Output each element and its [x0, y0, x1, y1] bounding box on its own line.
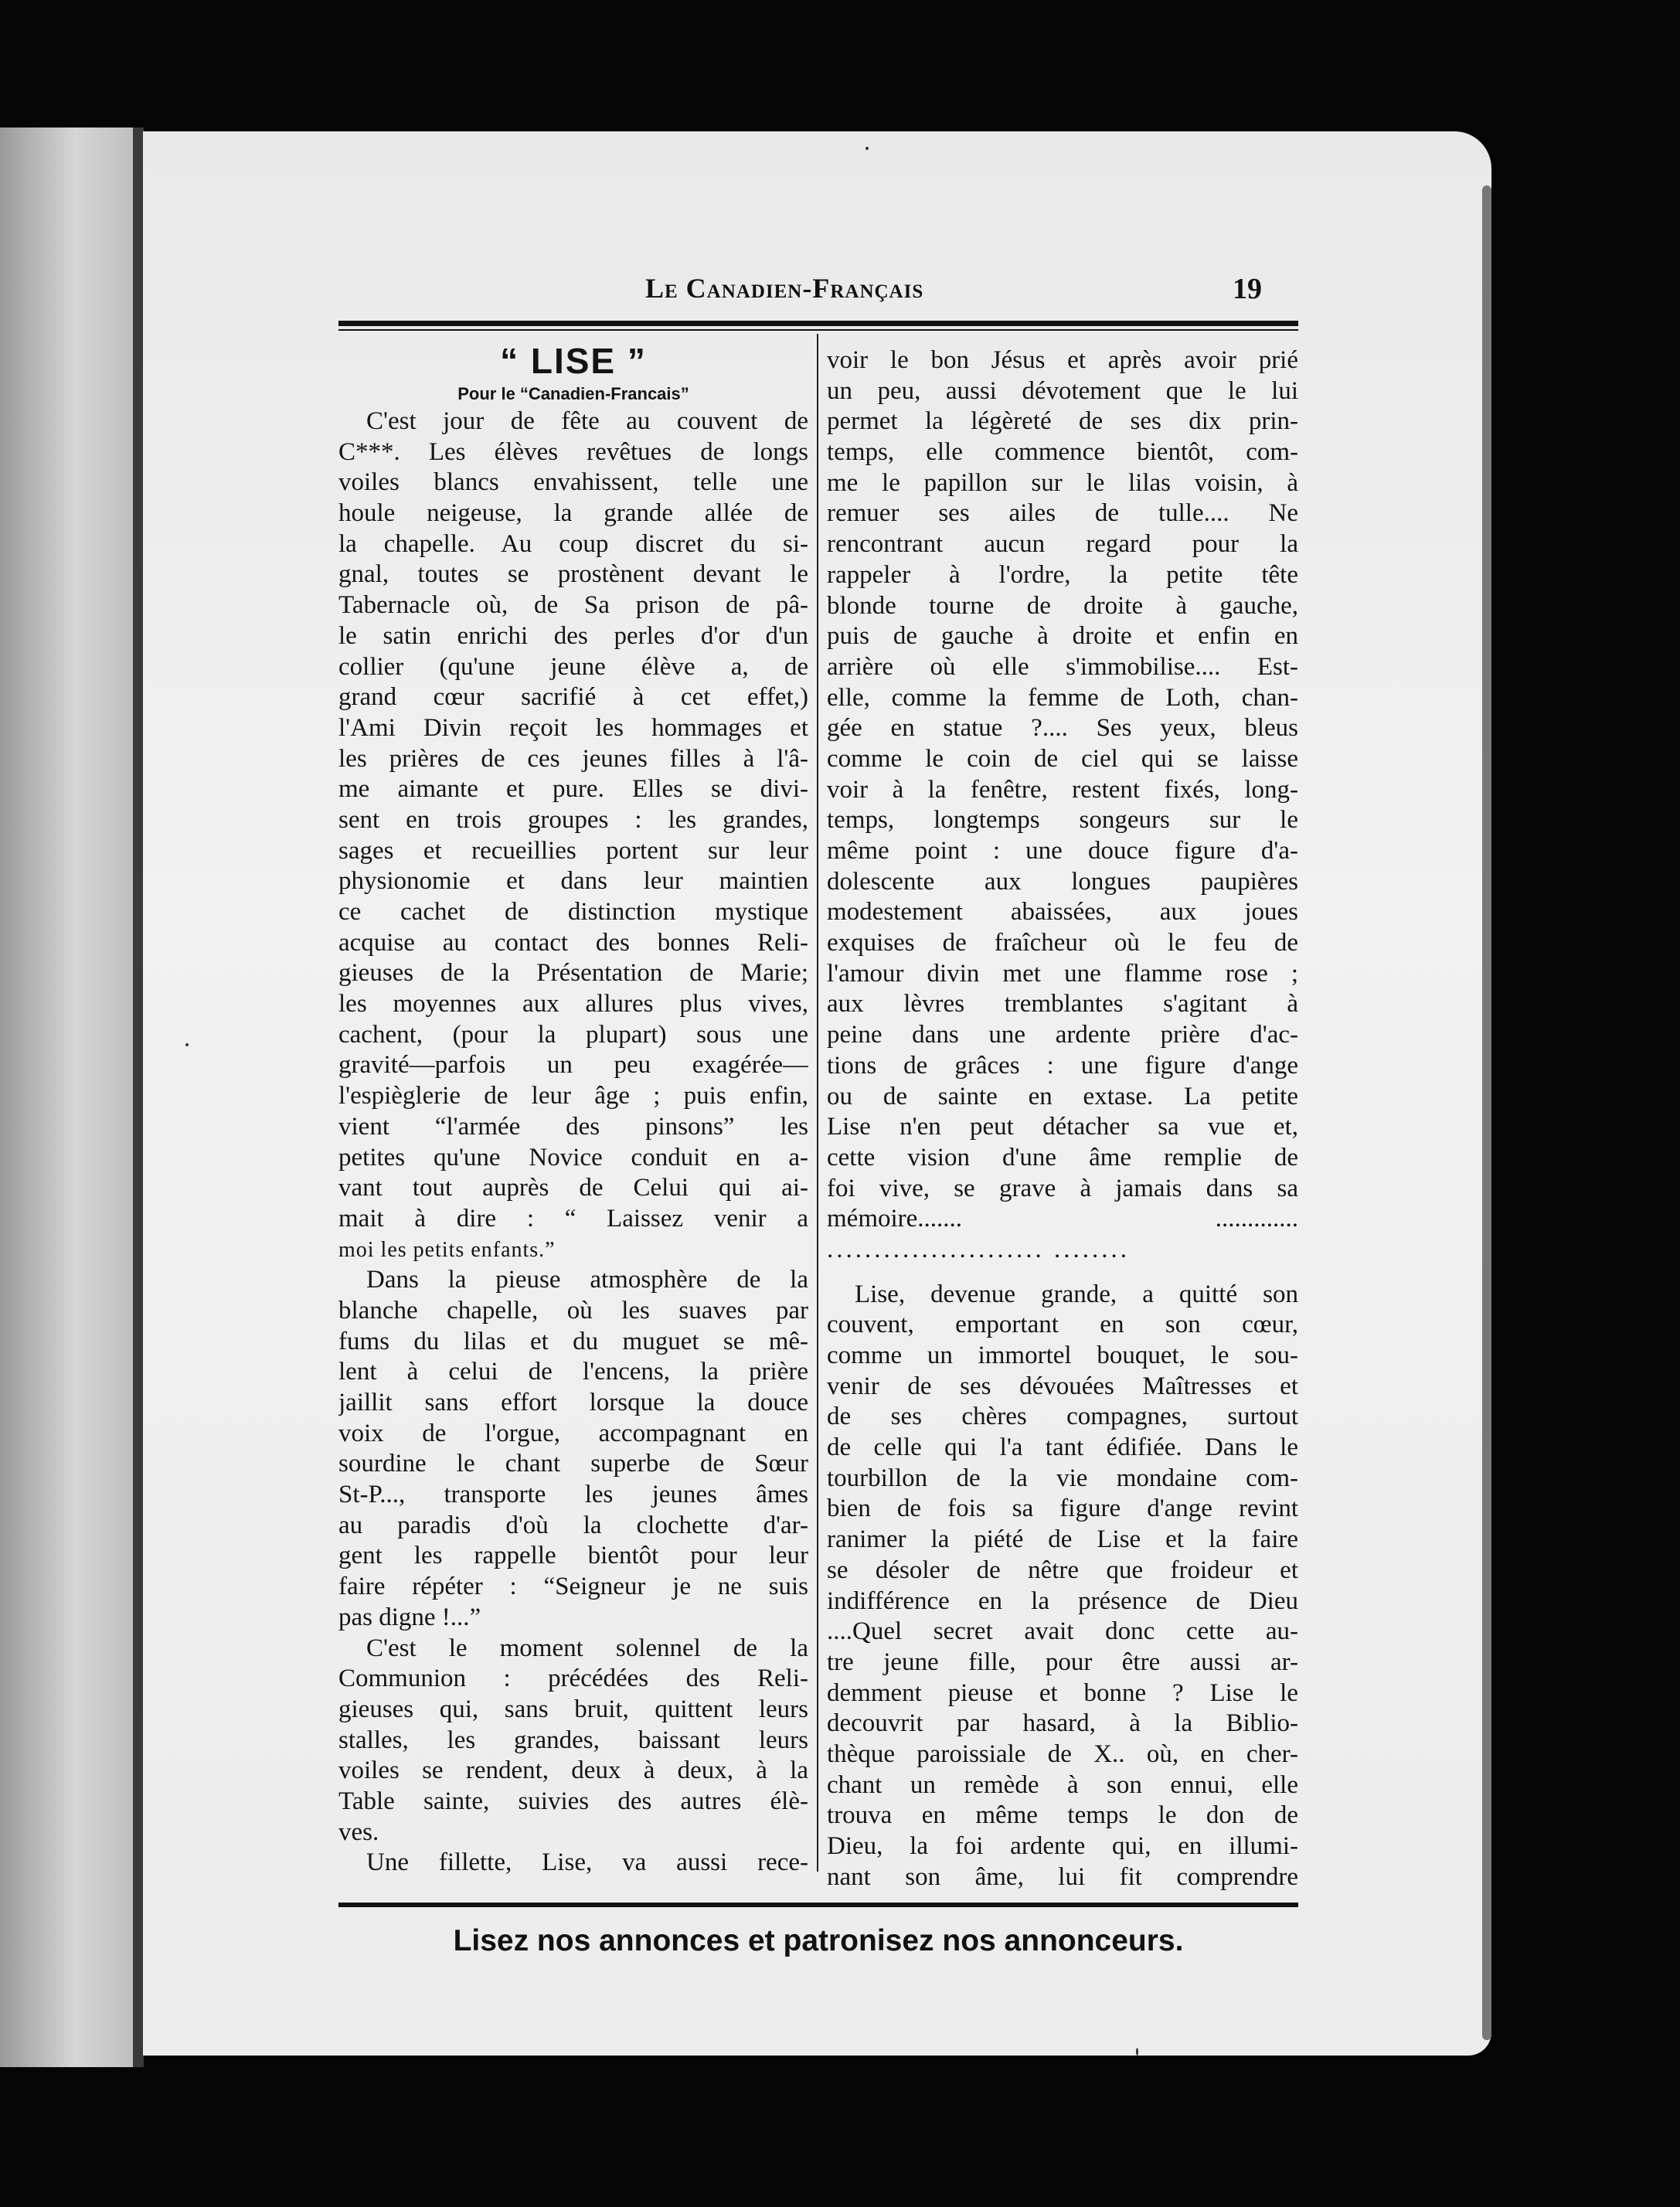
text-line: C'est jour de fête au couvent de [366, 407, 808, 435]
text-line: modestement abaissées, aux joues [827, 898, 1298, 927]
text-line: fums du lilas et du muguet se mê- [338, 1327, 808, 1355]
text-line: Dieu, la foi ardente qui, en illumi- [827, 1832, 1298, 1860]
text-line: ....................... ........ [827, 1235, 1130, 1263]
text-line: bien de fois sa figure d'ange revint [827, 1495, 1298, 1523]
page-right-edge-shadow [1482, 185, 1491, 2040]
text-line: le satin enrichi des perles d'or d'un [338, 621, 808, 650]
text-line: de celle qui l'a tant édifiée. Dans le [827, 1433, 1298, 1462]
text-line: tions de grâces : une figure d'ange [827, 1051, 1298, 1080]
text-line: sages et recueillies portent sur leur [338, 836, 808, 865]
text-line: blanche chapelle, où les suaves par [338, 1296, 808, 1325]
text-line: gieuses de la Présentation de Marie; [338, 959, 808, 988]
text-line: gent les rappelle bientôt pour leur [338, 1542, 808, 1570]
section-gap [827, 1266, 1298, 1280]
text-line: St-P..., transporte les jeunes âmes [338, 1481, 808, 1509]
text-line: trouva en même temps le don de [827, 1801, 1298, 1830]
text-line: l'espièglerie de leur âge ; puis enfin, [338, 1082, 808, 1110]
text-line: mémoire....... ............. [827, 1205, 1298, 1233]
facing-page-edge [0, 128, 138, 2067]
header-rule [338, 321, 1298, 326]
text-line: acquise au contact des bonnes Reli- [338, 928, 808, 957]
column-divider [817, 334, 818, 1872]
text-line: vant tout auprès de Celui qui ai- [338, 1174, 808, 1202]
text-line: permet la légèreté de ses dix prin- [827, 407, 1298, 436]
text-line: indifférence en la présence de Dieu [827, 1586, 1298, 1615]
text-line: Communion : précédées des Reli- [338, 1665, 808, 1693]
text-line: voir à la fenêtre, restent fixés, long- [827, 775, 1298, 804]
text-line: stalles, les grandes, baissant leurs [338, 1726, 808, 1754]
text-line: houle neigeuse, la grande allée de [338, 499, 808, 528]
text-line: les prières de ces jeunes filles à l'â- [338, 744, 808, 773]
footer-rule [338, 1903, 1298, 1907]
page-gutter [133, 128, 144, 2067]
text-line: voiles blancs envahissent, telle une [338, 468, 808, 497]
text-line: les moyennes aux allures plus vives, [338, 990, 808, 1018]
text-line: un peu, aussi dévotement que le lui [827, 376, 1298, 405]
dust-speck [866, 147, 869, 150]
text-line: l'amour divin met une flamme rose ; [827, 959, 1298, 988]
text-line: se désoler de nêtre que froideur et [827, 1556, 1298, 1584]
text-line: comme le coin de ciel qui se laisse [827, 744, 1298, 773]
text-line: la chapelle. Au coup discret du si- [338, 529, 808, 558]
text-line: me le papillon sur le lilas voisin, à [827, 468, 1298, 497]
text-line: puis de gauche à droite et enfin en [827, 622, 1298, 651]
text-line: faire répéter : “Seigneur je ne suis [338, 1573, 808, 1601]
text-line: gravité—parfois un peu exagérée— [338, 1051, 808, 1080]
text-line: jaillit sans effort lorsque la douce [338, 1389, 808, 1416]
text-line: ce cachet de distinction mystique [338, 898, 808, 926]
text-line: temps, elle commence bientôt, com- [827, 438, 1298, 467]
dust-speck [185, 1043, 189, 1046]
text-line: aux lèvres tremblantes s'agitant à [827, 990, 1298, 1018]
text-line: temps, longtemps songeurs sur le [827, 806, 1298, 835]
text-line: Dans la pieuse atmosphère de la [366, 1266, 808, 1294]
text-line: thèque paroissiale de X.. où, en cher- [827, 1739, 1298, 1768]
left-column-text [338, 406, 808, 1879]
text-line: peine dans une ardente prière d'ac- [827, 1021, 1298, 1049]
text-line: ves. [338, 1818, 379, 1846]
text-line: moi les petits enfants.” [338, 1237, 556, 1262]
text-line: collier (qu'une jeune élève a, de [338, 652, 808, 681]
text-line: au paradis d'où la clochette d'ar- [338, 1511, 808, 1539]
text-line: dolescente aux longues paupières [827, 867, 1298, 896]
text-line: grand cœur sacrifié à cet effet,) [338, 683, 808, 712]
text-line: petites qu'une Novice conduit en a- [338, 1143, 808, 1172]
text-line: vient “l'armée des pinsons” les [338, 1112, 808, 1141]
text-line: sourdine le chant superbe de Sœur [338, 1450, 808, 1478]
text-line: voix de l'orgue, accompagnant en [338, 1419, 808, 1447]
text-line: ....Quel secret avait donc cette au- [827, 1617, 1298, 1646]
text-line: foi vive, se grave à jamais dans sa [827, 1174, 1298, 1202]
article-title: “ LISE ” [500, 341, 647, 381]
text-line: remuer ses ailes de tulle.... Ne [827, 499, 1298, 528]
text-line: chant un remède à son ennui, elle [827, 1770, 1298, 1799]
page-number: 19 [1233, 273, 1262, 305]
text-line: C***. Les élèves revêtues de longs [338, 437, 808, 466]
article-byline: Pour le “Canadien-Francais” [457, 384, 689, 403]
dust-speck [1136, 2048, 1138, 2056]
text-line: ou de sainte en extase. La petite [827, 1082, 1298, 1110]
text-line: physionomie et dans leur maintien [338, 867, 808, 896]
text-line: même point : une douce figure d'a- [827, 837, 1298, 865]
text-line: couvent, emportant en son cœur, [827, 1311, 1298, 1339]
text-line: cachent, (pour la plupart) sous une [338, 1020, 808, 1049]
text-line: mait à dire : “ Laissez venir a [338, 1204, 808, 1233]
text-line: tre jeune fille, pour être aussi ar- [827, 1648, 1298, 1676]
text-line: me aimante et pure. Elles se divi- [338, 775, 808, 804]
text-line: gée en statue ?.... Ses yeux, bleus [827, 714, 1298, 743]
text-line: pas digne !...” [338, 1603, 481, 1631]
text-line: sent en trois groupes : les grandes, [338, 805, 808, 834]
text-line: decouvrit par hasard, à la Biblio- [827, 1709, 1298, 1738]
text-line: de ses chères compagnes, surtout [827, 1403, 1298, 1431]
text-line: lent à celui de l'encens, la prière [338, 1358, 808, 1386]
text-line: cette vision d'une âme remplie de [827, 1143, 1298, 1172]
text-line: voiles se rendent, deux à deux, à la [338, 1756, 808, 1785]
text-line: ranimer la piété de Lise et la faire [827, 1525, 1298, 1554]
text-line: gnal, toutes se prostènent devant le [338, 560, 808, 589]
text-line: voir le bon Jésus et après avoir prié [827, 346, 1298, 374]
text-line: tourbillon de la vie mondaine com- [827, 1464, 1298, 1492]
text-line: rappeler à l'ordre, la petite tête [827, 560, 1298, 589]
text-line: venir de ses dévouées Maîtresses et [827, 1372, 1298, 1400]
text-line: demment pieuse et bonne ? Lise le [827, 1678, 1298, 1707]
text-line: Tabernacle où, de Sa prison de pâ- [338, 591, 808, 620]
right-column [827, 345, 1298, 1892]
text-line: l'Ami Divin reçoit les hommages et [338, 713, 808, 742]
left-column [338, 340, 808, 1879]
text-line: arrière où elle s'immobilise.... Est- [827, 652, 1298, 681]
right-column-text [827, 345, 1298, 1892]
text-line: Table sainte, suivies des autres élè- [338, 1787, 808, 1815]
text-line: Lise, devenue grande, a quitté son [855, 1280, 1298, 1308]
text-line: elle, comme la femme de Loth, chan- [827, 683, 1298, 712]
text-line: exquises de fraîcheur où le feu de [827, 929, 1298, 957]
footer-notice: Lisez nos annonces et patronisez nos annonceurs. [453, 1924, 1184, 1957]
text-line: gieuses qui, sans bruit, quittent leurs [338, 1695, 808, 1723]
text-line: nant son âme, lui fit comprendre [827, 1862, 1298, 1891]
running-title: Le Canadien-Français [645, 273, 924, 304]
text-line: C'est le moment solennel de la [366, 1634, 808, 1662]
text-line: blonde tourne de droite à gauche, [827, 591, 1298, 620]
text-line: comme un immortel bouquet, le sou- [827, 1342, 1298, 1369]
text-line: rencontrant aucun regard pour la [827, 530, 1298, 559]
header-rule-thin [338, 329, 1298, 331]
text-line: Lise n'en peut détacher sa vue et, [827, 1113, 1298, 1141]
text-line: Une fillette, Lise, va aussi rece- [366, 1848, 808, 1877]
